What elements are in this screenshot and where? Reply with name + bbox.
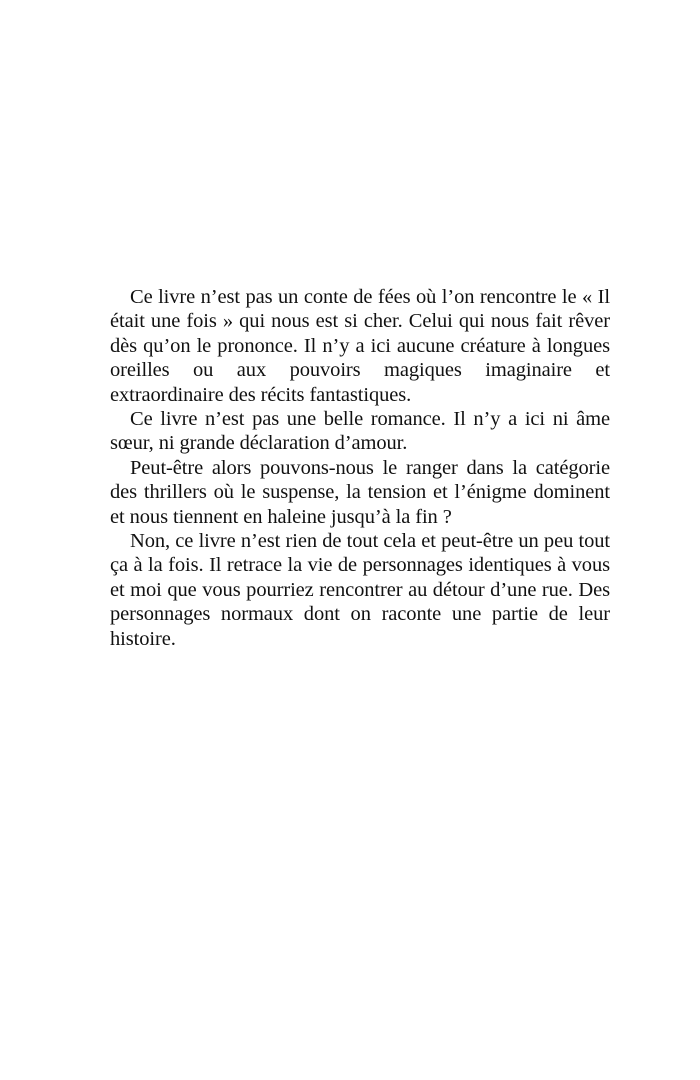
paragraph: Ce livre n’est pas un conte de fées où l’on rencontre le « Il était une fois » qui nous est si cher. Celui qui nous fait rêver dès qu’on le prononce. Il n’y a ici aucune créature à longues oreilles ou aux pouvoirs magiques imaginaire et extraordinaire des récits fantastiques. (110, 286, 610, 406)
paragraph: Non, ce livre n’est rien de tout cela et peut-être un peu tout ça à la fois. Il retrace la vie de personnages identiques à vous et moi que vous pourriez rencontrer au détour d’une rue. Des personnages normaux dont on raconte une partie de leur histoire. (110, 530, 610, 650)
paragraph: Ce livre n’est pas une belle romance. Il n’y a ici ni âme sœur, ni grande déclaration d’amour. (110, 408, 610, 455)
paragraph: Peut-être alors pouvons-nous le ranger dans la catégorie des thrillers où le suspense, la tension et l’énigme dominent et nous tiennent en haleine jusqu’à la fin ? (110, 456, 610, 528)
book-text (110, 285, 610, 651)
